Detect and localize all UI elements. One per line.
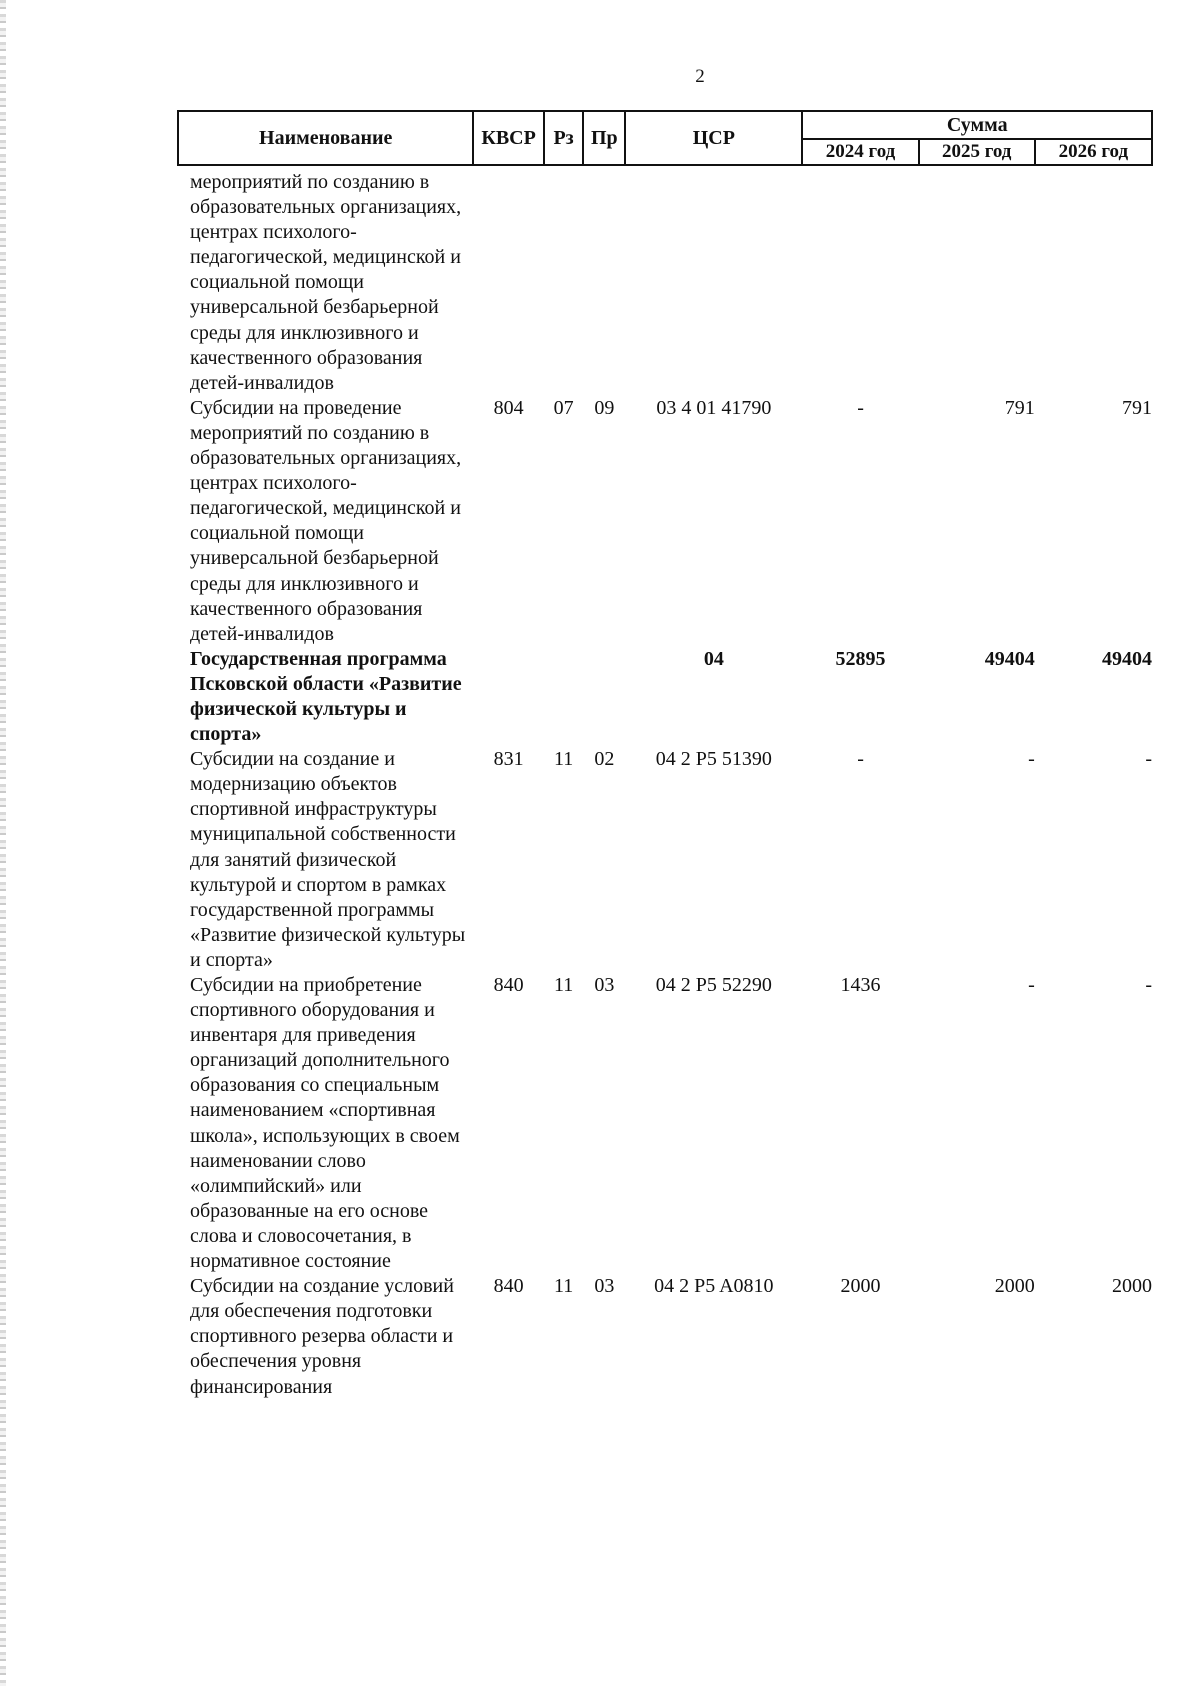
cell-csr: 03 4 01 41790 [656,396,772,419]
cell-2026: - [1145,974,1152,996]
cell-2024: 1436 [840,974,881,996]
cell-2025: - [1028,974,1035,996]
cell-2024: 2000 [840,1275,881,1298]
cell-2024: - [857,396,864,419]
cell-rz [544,165,584,396]
cell-rz [544,647,584,747]
header-sum: Сумма [802,111,1152,139]
cell-name: мероприятий по созданию в образовательных организациях, центрах психолого-педагогической, медицинской и социальной помощи универсальной безбарьерной среды для инклюзивного и качественного образования детей-инвалидов [190,171,462,394]
cell-kvsr [473,165,543,396]
header-name: Наименование [178,111,473,165]
cell-2024: - [857,748,864,771]
header-year-2025: 2025 год [919,139,1035,165]
cell-2024: 52895 [835,647,886,670]
cell-kvsr: 831 [493,748,524,771]
cell-2025: 791 [1004,396,1035,419]
header-year-2026: 2026 год [1035,139,1152,165]
cell-pr: 09 [594,396,615,419]
table-row [178,747,1152,973]
cell-rz: 11 [553,974,574,996]
cell-csr: 04 2 P5 52290 [655,974,772,996]
cell-name: Субсидии на приобретение спортивного оборудования и инвентаря для приведения организаций дополнительного образования со специальным наименованием «спортивная школа», использующих в своем наименовании слово «олимпийский» или образованные на его основе слова и словосочетания, в нормативное состояние [190,974,460,1273]
cell-pr: 03 [594,974,615,996]
cell-kvsr: 840 [493,974,524,996]
cell-2025 [919,165,1035,396]
table-row [178,165,1152,396]
table-row [178,1274,1152,1399]
table-row [178,973,1152,1274]
scan-edge [0,0,6,1686]
budget-table [177,110,1153,1400]
cell-kvsr: 840 [493,1275,524,1298]
cell-2025: 2000 [994,1275,1035,1298]
cell-pr [583,647,625,747]
page-number: 2 [695,66,705,87]
cell-2026: 791 [1122,396,1152,419]
cell-2026: 49404 [1102,647,1152,670]
cell-rz: 11 [553,1275,574,1298]
cell-name: Субсидии на проведение мероприятий по созданию в образовательных организациях, центрах психолого-педагогической, медицинской и социальной помощи универсальной безбарьерной среды для инклюзивного и качественного образования детей-инвалидов [190,396,462,645]
cell-kvsr [473,647,543,747]
header-rz: Рз [544,111,584,165]
cell-2026: 2000 [1112,1275,1152,1298]
cell-rz: 07 [553,396,574,419]
cell-2026 [1035,165,1152,396]
cell-name: Субсидии на создание условий для обеспечения подготовки спортивного резерва области и обеспечения уровня финансирования [190,1275,454,1398]
cell-csr: 04 [703,647,724,670]
cell-pr: 03 [594,1275,615,1298]
table-row-program [178,647,1152,747]
cell-pr: 02 [594,748,615,771]
cell-2025: - [1028,748,1035,771]
header-kvsr: КВСР [473,111,543,165]
cell-name: Субсидии на создание и модернизацию объектов спортивной инфраструктуры муниципальной собственности для занятий физической культурой и спортом в рамках государственной программы «Развитие физической культуры и спорта» [190,748,466,971]
cell-csr: 04 2 P5 51390 [655,748,772,771]
header-csr: ЦСР [625,111,802,165]
cell-2026: - [1145,748,1152,771]
cell-2024 [802,165,918,396]
cell-csr: 04 2 P5 A0810 [654,1275,774,1298]
cell-kvsr: 804 [493,396,524,419]
header-pr: Пр [583,111,625,165]
table-row [178,396,1152,647]
header-year-2024: 2024 год [802,139,918,165]
cell-pr [583,165,625,396]
cell-csr [625,165,802,396]
cell-2025: 49404 [984,647,1035,670]
cell-name: Государственная программа Псковской области «Развитие физической культуры и спорта» [190,647,462,746]
cell-rz: 11 [553,748,574,771]
